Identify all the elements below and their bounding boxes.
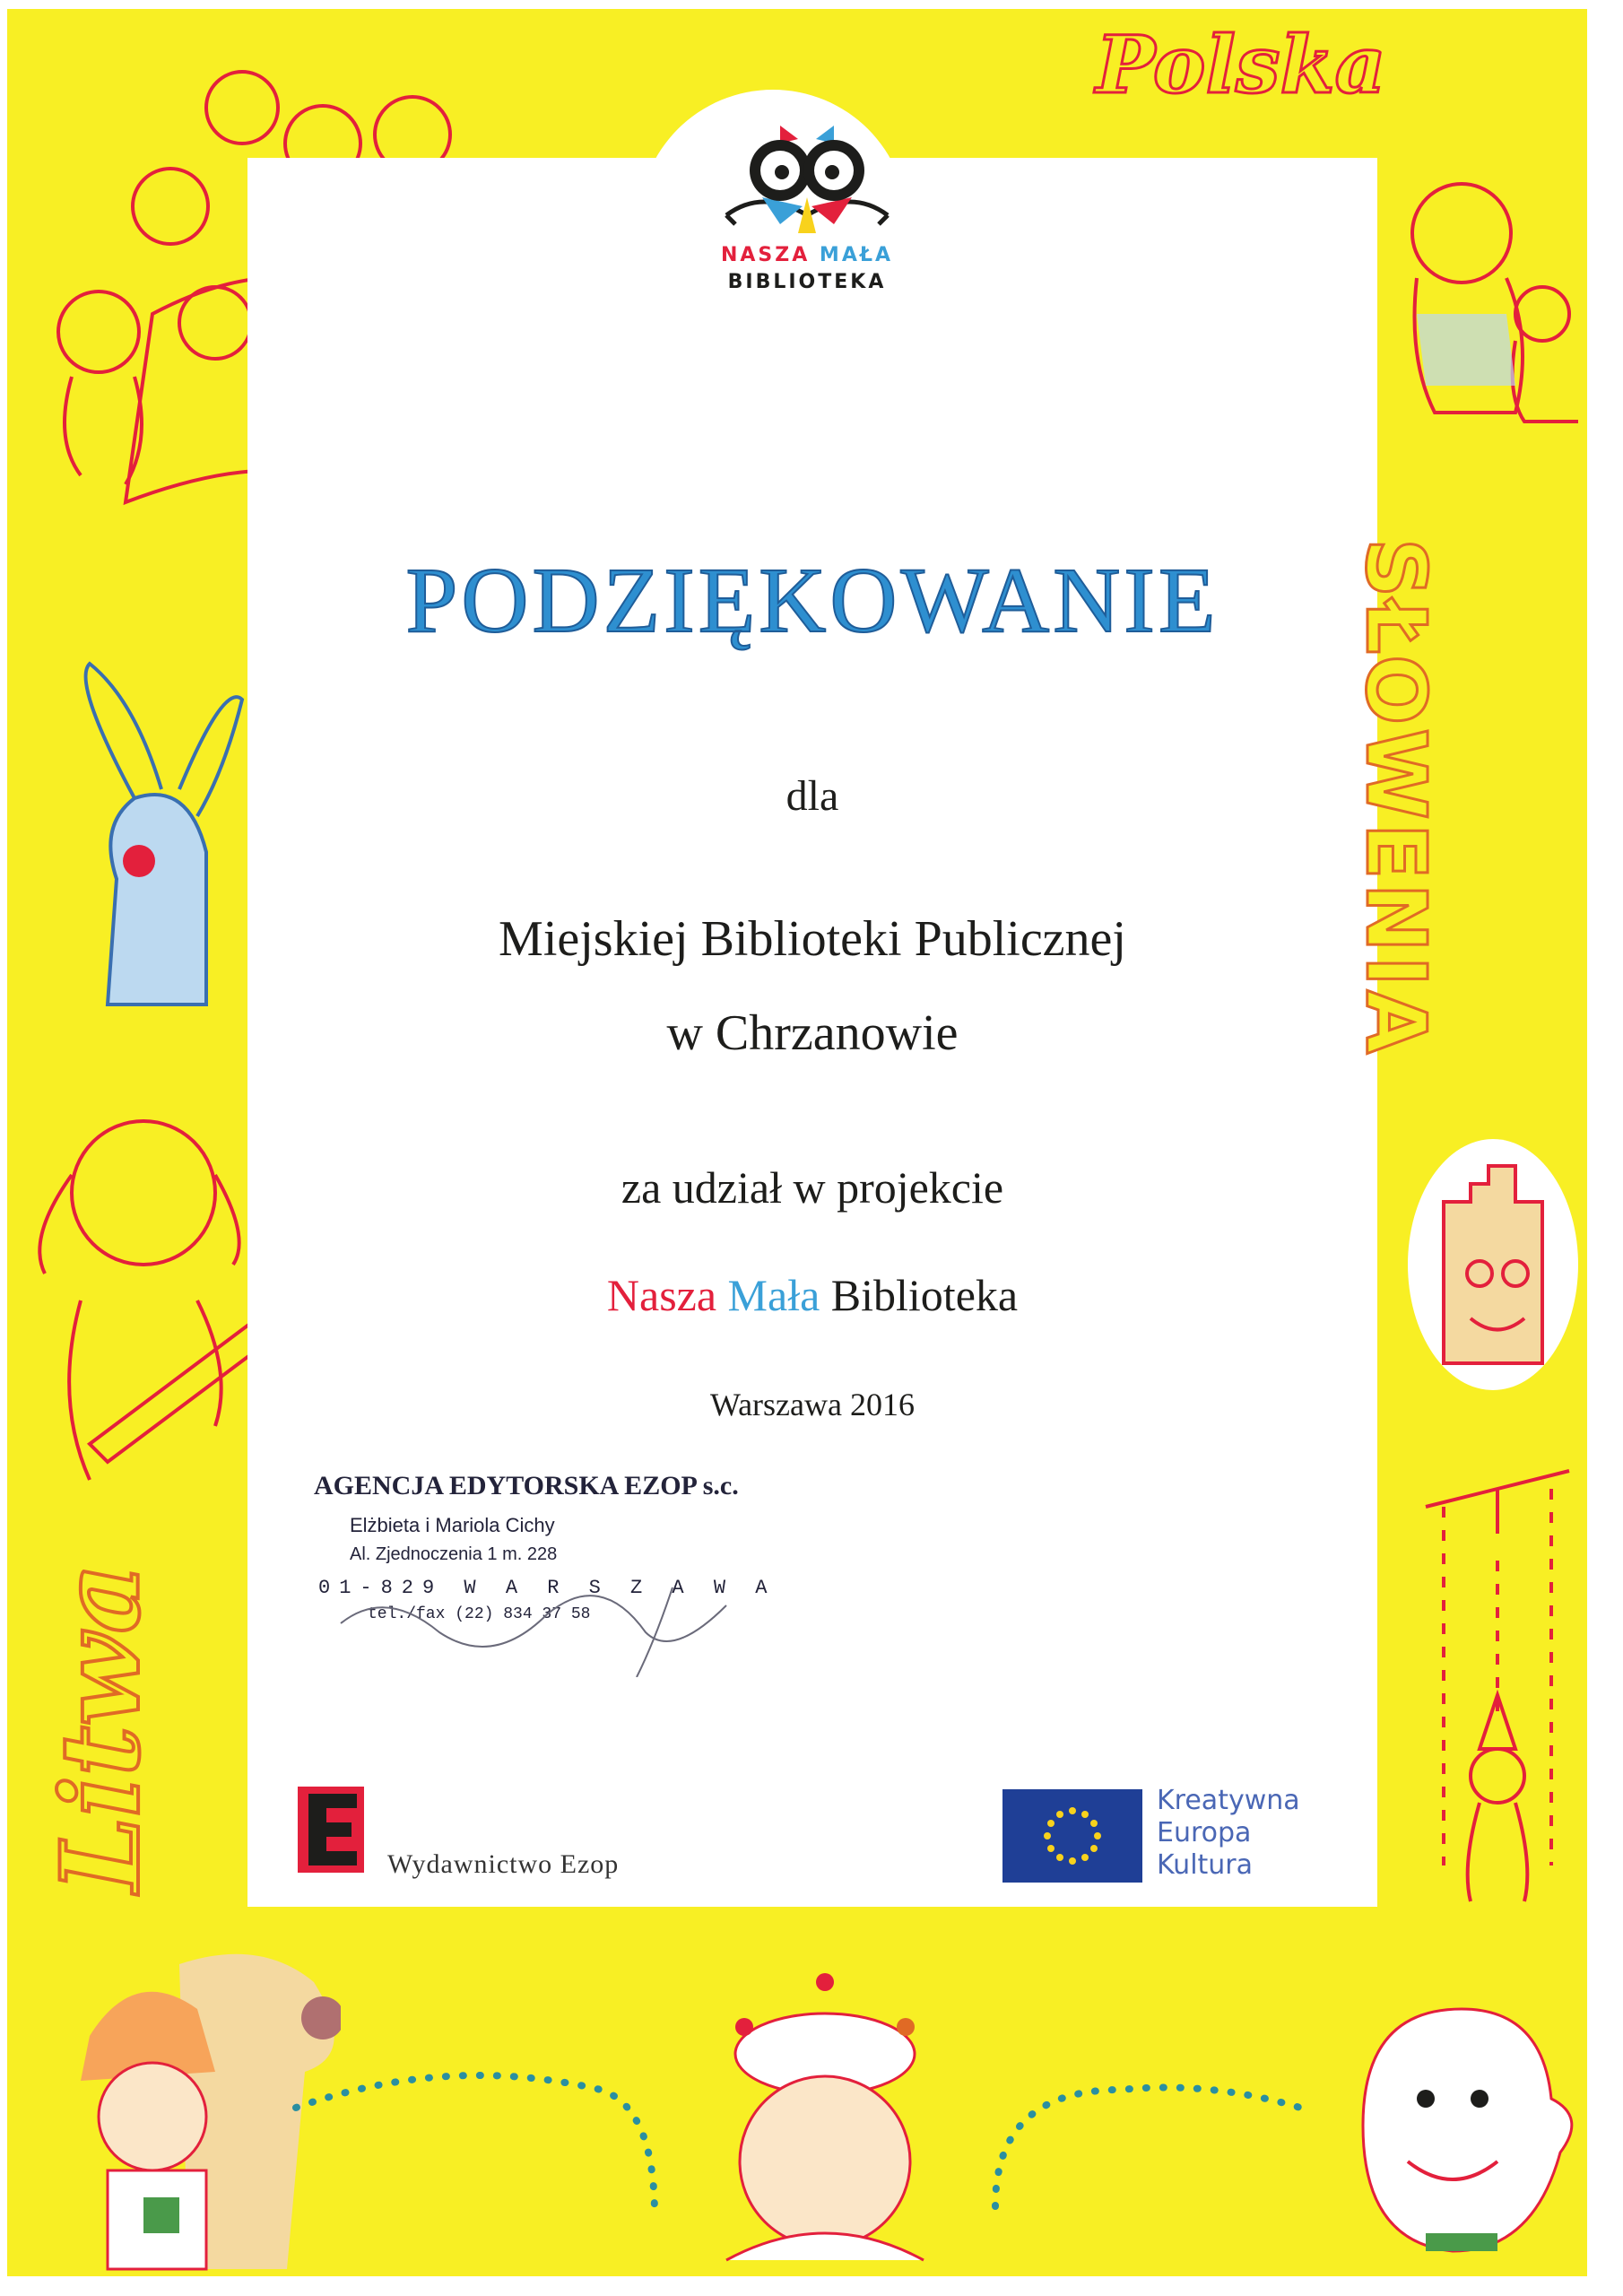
- frame-word-litwa: Litwa: [38, 1563, 164, 1892]
- puppet-illustration: [1408, 1453, 1587, 1919]
- eu-line-3: Kultura: [1157, 1849, 1254, 1881]
- nasza-mala-biblioteka-logo: [699, 108, 915, 314]
- institution-line-1: Miejskiej Biblioteki Publicznej: [499, 911, 1126, 967]
- stamp-line-2: Elżbieta i Mariola Cichy: [350, 1514, 555, 1536]
- house-character-illustration: [1399, 1130, 1587, 1399]
- project-word-biblioteka: Biblioteka: [830, 1270, 1019, 1320]
- publisher-name: Wydawnictwo Ezop: [387, 1849, 620, 1879]
- rabbit-illustration: [54, 646, 251, 1040]
- project-word-nasza: Nasza: [606, 1270, 717, 1320]
- ezop-logo-icon: [298, 1787, 364, 1873]
- owl-icon: [708, 108, 906, 242]
- creative-europe-label: [1157, 1785, 1300, 1882]
- place-and-year: Warszawa 2016: [709, 1387, 915, 1422]
- dotted-path-decoration: [0, 2054, 1623, 2233]
- eu-line-2: Europa: [1157, 1817, 1252, 1848]
- stamp-line-5: tel./fax (22) 834 37 58: [368, 1605, 591, 1623]
- logo-word-nasza: NASZA: [720, 244, 811, 266]
- certificate-title: PODZIĘKOWANIE: [405, 549, 1219, 652]
- logo-line-1: [699, 242, 915, 269]
- logo-word-mala: MAŁA: [819, 244, 893, 266]
- bear-and-sailor-illustration: [1381, 179, 1596, 430]
- stamp-line-3: Al. Zjednoczenia 1 m. 228: [350, 1544, 558, 1564]
- eu-line-1: Kreatywna: [1157, 1785, 1300, 1816]
- eu-flag-icon: [1002, 1789, 1142, 1883]
- publisher-stamp: [314, 1471, 777, 1668]
- institution-line-2: w Chrzanowie: [666, 1005, 959, 1061]
- frame-word-slowenia: SŁOWENIA: [1348, 538, 1444, 1058]
- stamp-line-1: AGENCJA EDYTORSKA EZOP s.c.: [314, 1471, 739, 1500]
- logo-line-2: BIBLIOTEKA: [727, 271, 887, 293]
- stamp-line-4: 01-829 W A R S Z A W A: [318, 1577, 777, 1599]
- for-label: dla: [785, 772, 839, 820]
- signature: [332, 1552, 744, 1677]
- project-name: [247, 1269, 1377, 1321]
- frame-word-polska: Polska: [1096, 18, 1386, 111]
- reason-text: za udział w projekcie: [621, 1162, 1004, 1213]
- project-word-mala: Mała: [727, 1270, 820, 1320]
